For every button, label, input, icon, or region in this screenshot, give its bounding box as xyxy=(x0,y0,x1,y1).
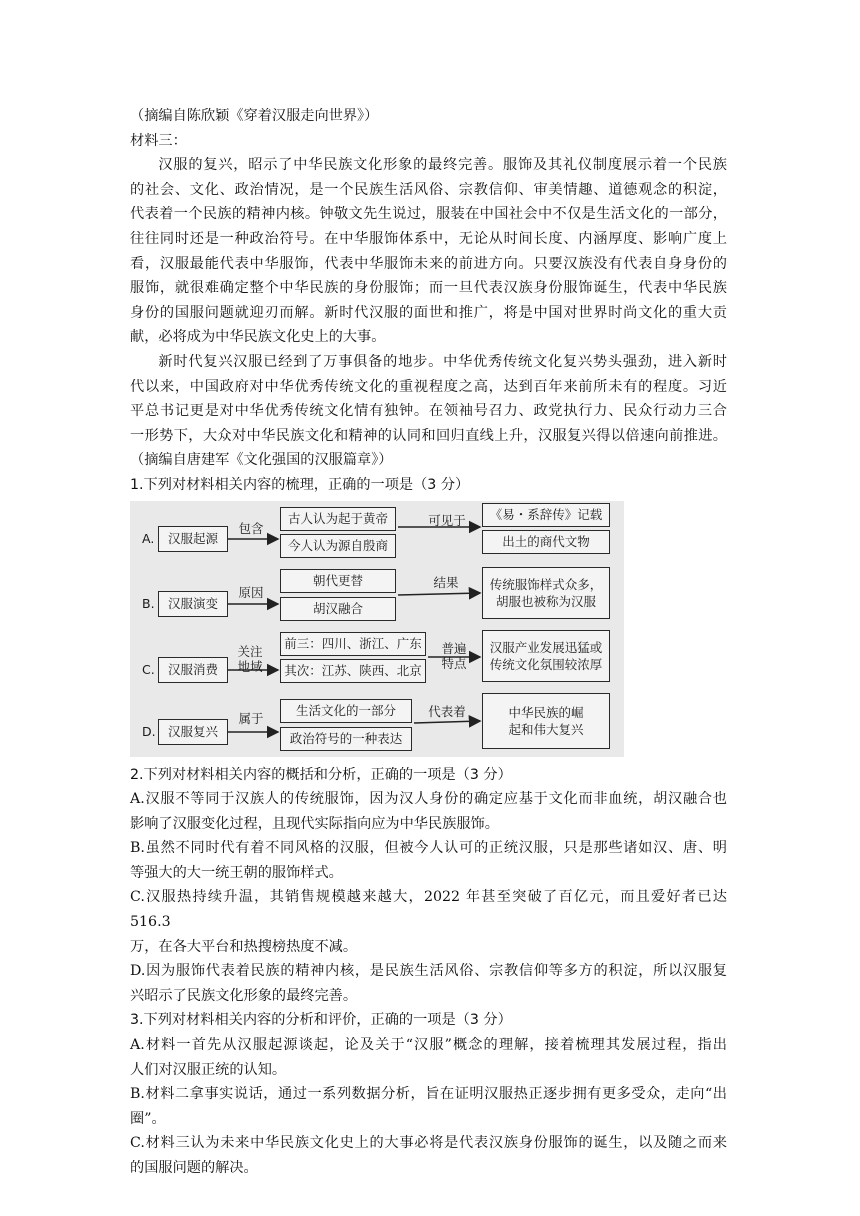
question-1-diagram xyxy=(130,501,624,757)
document-page xyxy=(130,104,727,1181)
question-2-options xyxy=(130,787,727,1008)
q3-option-b-line-2: 圈”。 xyxy=(130,1110,166,1127)
source-citation-2: （摘编自唐建军《文化强国的汉服篇章》） xyxy=(130,452,393,469)
option-d-link: 代表着 xyxy=(428,703,466,719)
option-d-right-2: 起和伟大复兴 xyxy=(508,721,584,737)
material-3-paragraph-2 xyxy=(130,350,727,448)
option-c-head-box: 汉服消费 xyxy=(158,657,228,683)
option-d-verb: 属于 xyxy=(238,710,264,726)
text-line: 往往同时还是一种政治符号。在中华服饰体系中，无论从时间长度、内涵厚度、影响广度上 xyxy=(130,230,727,247)
q3-option-a-line-2: 人们对汉服正统的认知。 xyxy=(130,1061,287,1078)
option-a-mid-1: 古人认为起于黄帝 xyxy=(280,507,396,531)
q3-option-a-line-1: A.材料一首先从汉服起源谈起，论及关于“汉服”概念的理解，接着梳理其发展过程，指出 xyxy=(130,1037,727,1054)
option-b-right-1: 传统服饰样式众多， xyxy=(489,576,603,592)
text-line: 代表着一个民族的精神内核。钟敬文先生说过，服装在中国社会中不仅是生活文化的一部分， xyxy=(130,206,727,223)
option-d-head-box: 汉服复兴 xyxy=(158,719,228,745)
text-line: 献，必将成为中华民族文化史上的大事。 xyxy=(130,329,386,346)
option-b-mid-1: 朝代更替 xyxy=(280,569,396,593)
text-line: 新时代复兴汉服已经到了万事俱备的地步。中华优秀传统文化复兴势头强劲，进入新时 xyxy=(158,353,727,370)
question-3-options xyxy=(130,1033,727,1181)
text-line: 身份的国服问题就迎刃而解。新时代汉服的面世和推广，将是中国对世界时尚文化的重大贡 xyxy=(130,304,727,321)
option-b-link: 结果 xyxy=(433,574,459,590)
option-d-right-box xyxy=(482,693,610,749)
option-c-letter: C. xyxy=(142,661,155,677)
option-d-mid-2: 政治符号的一种表达 xyxy=(280,727,412,751)
q2-option-d-line-2: 兴昭示了民族文化形象的最终完善。 xyxy=(130,987,358,1004)
q2-option-c-line-1: C.汉服热持续升温，其销售规模越来越大，2022 年甚至突破了百亿元，而且爱好者已达 516.3 xyxy=(130,889,727,931)
diagram-arrow xyxy=(398,593,480,595)
option-b-mid-2: 胡汉融合 xyxy=(280,597,396,621)
option-c-mid-1: 前三：四川、浙江、广东 xyxy=(280,632,426,656)
option-b-letter: B. xyxy=(142,595,155,611)
q2-option-c-line-2: 万，在各大平台和热搜榜热度不减。 xyxy=(130,938,358,955)
option-b-right-box xyxy=(482,567,610,619)
option-c-mid-2: 其次：江苏、陕西、北京 xyxy=(280,659,426,683)
option-a-right-2: 出土的商代文物 xyxy=(482,530,610,554)
option-d-letter: D. xyxy=(142,723,156,739)
text-line: 平总书记更是对中华优秀传统文化情有独钟。在领袖号召力、政党执行力、民众行动力三合 xyxy=(130,403,727,420)
diagram-arrow xyxy=(414,721,480,723)
q2-option-b-line-1: B.虽然不同时代有着不同风格的汉服，但被今人认可的正统汉服，只是那些诸如汉、唐、明 xyxy=(130,840,727,857)
material-3-paragraph-1 xyxy=(130,153,727,350)
option-c-right-2: 传统文化氛围较浓厚 xyxy=(489,656,603,672)
option-d-mid-1: 生活文化的一部分 xyxy=(280,699,412,723)
q3-option-b-line-1: B.材料二拿事实说话，通过一系列数据分析，旨在证明汉服热正逐步拥有更多受众，走向“出 xyxy=(130,1086,727,1103)
text-line: 的社会、文化、政治情况，是一个民族生活风俗、宗教信仰、审美情趣、道德观念的积淀， xyxy=(130,181,727,198)
q2-option-a-line-1: A.汉服不等同于汉族人的传统服饰，因为汉人身份的确定应基于文化而非血统，胡汉融合也 xyxy=(130,791,727,808)
option-c-link: 普遍 特点 xyxy=(441,640,467,671)
option-b-right-2: 胡服也被称为汉服 xyxy=(495,593,596,609)
option-a-link: 可见于 xyxy=(428,512,466,528)
q3-option-c-line-1: C.材料三认为未来中华民族文化史上的大事必将是代表汉族身份服饰的诞生，以及随之而来 xyxy=(130,1135,727,1152)
option-a-head-box: 汉服起源 xyxy=(158,526,228,552)
option-a-letter: A. xyxy=(142,530,155,546)
q2-option-d-line-1: D.因为服饰代表着民族的精神内核，是民族生活风俗、宗教信仰等多方的积淀，所以汉服复 xyxy=(130,963,727,980)
option-b-verb: 原因 xyxy=(238,584,264,600)
text-line: 汉服的复兴，昭示了中华民族文化形象的最终完善。服饰及其礼仪制度展示着一个民族 xyxy=(158,157,727,174)
question-3: 3.下列对材料相关内容的分析和评价，正确的一项是（3 分） xyxy=(130,1012,512,1029)
option-a-verb: 包含 xyxy=(238,520,264,536)
option-d-right-1: 中华民族的崛 xyxy=(508,704,584,720)
option-c-right-1: 汉服产业发展迅猛或 xyxy=(489,639,603,655)
material-3-heading: 材料三： xyxy=(130,132,187,149)
text-line: 看，汉服最能代表中华服饰，代表中华服饰未来的前进方向。只要汉族没有代表自身身份的 xyxy=(130,255,727,272)
q2-option-b-line-2: 等强大的大一统王朝的服饰样式。 xyxy=(130,864,343,881)
option-a-right-1: 《易・系辞传》记载 xyxy=(482,503,610,527)
option-c-right-box xyxy=(482,630,610,682)
option-b-head-box: 汉服演变 xyxy=(158,591,228,617)
text-line: 服饰，就很难确定整个中华民族的身份服饰；而一旦代表汉族身份服饰诞生，代表中华民族 xyxy=(130,280,727,297)
q3-option-c-line-2: 的国服问题的解决。 xyxy=(130,1160,258,1176)
question-2: 2.下列对材料相关内容的概括和分析，正确的一项是（3 分） xyxy=(130,766,512,783)
text-line: 一形势下，大众对中华民族文化和精神的认同和回归直线上升，汉服复兴得以倍速向前推进。 xyxy=(130,427,727,444)
text-line: 代以来，中国政府对中华优秀传统文化的重视程度之高，达到百年来前所未有的程度。习近 xyxy=(130,378,727,395)
option-a-mid-2: 今人认为源自殷商 xyxy=(280,534,396,558)
question-1: 1.下列对材料相关内容的梳理，正确的一项是（3 分） xyxy=(130,476,470,493)
q2-option-a-line-2: 影响了汉服变化过程，且现代实际指向应为中华民族服饰。 xyxy=(130,815,499,832)
option-c-verb: 关注 地域 xyxy=(237,643,263,674)
source-citation-1: （摘编自陈欣颖《穿着汉服走向世界》） xyxy=(130,108,379,124)
